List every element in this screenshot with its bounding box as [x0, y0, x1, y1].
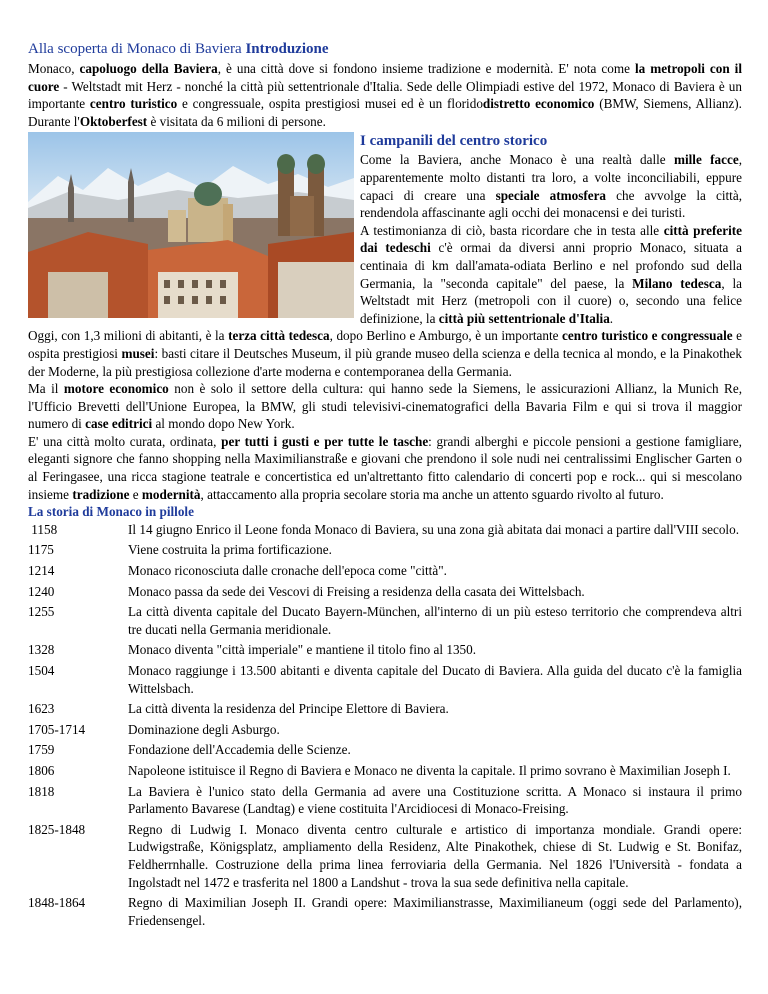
intro-bold: Oktoberfest	[79, 113, 148, 129]
timeline-year: 1825-1848	[28, 821, 86, 837]
timeline-row	[28, 700, 742, 721]
timeline-year: 1255	[28, 604, 55, 620]
motore-paragraph	[28, 380, 742, 433]
building	[168, 210, 186, 242]
tower-dome	[277, 154, 295, 174]
timeline-event: Monaco diventa "città imperiale" e mantiene il titolo fino al 1350.	[128, 642, 477, 658]
timeline-row	[28, 741, 742, 762]
timeline-body	[28, 521, 742, 932]
timeline-row	[28, 762, 742, 783]
body-text: al mondo dopo New York.	[152, 416, 295, 432]
church-dome	[194, 182, 222, 206]
facade	[48, 272, 108, 318]
timeline-year: 1214	[28, 563, 55, 579]
body-text: e	[129, 486, 142, 502]
section-heading-storia: La storia di Monaco in pillole	[28, 504, 194, 520]
timeline-event: Viene costruita la prima fortificazione.	[128, 542, 332, 558]
intro-text: e congressuale, ospita prestigiosi musei ed è un florido	[177, 96, 483, 112]
body-bold: per tutti i gusti e per tutte le tasche	[221, 433, 429, 449]
page-title	[28, 40, 742, 58]
timeline-event: Regno di Maximilian Joseph II. Grandi opere: Maximilianstrasse, Maximilianeum (oggi sede del Parlamento), Friedensengel.	[128, 895, 742, 928]
body-bold: tradizione	[72, 486, 130, 502]
spire	[128, 182, 134, 222]
timeline-year: 1504	[28, 663, 55, 678]
spire-tip	[68, 174, 74, 188]
timeline-year: 1175	[28, 542, 54, 558]
body-text: Ma il	[28, 381, 64, 397]
timeline-row	[28, 562, 742, 583]
timeline-year: 1623	[28, 701, 55, 717]
body-bold: terza città tedesca	[228, 328, 330, 344]
body-bold: centro turistico e congressuale	[562, 328, 733, 344]
body-text: , attaccamento alla propria secolare storia ma anche un attento sguardo rivolto al futuro.	[200, 486, 664, 502]
timeline-year: 1848-1864	[28, 895, 86, 911]
timeline-row	[28, 894, 742, 932]
oggi-paragraph	[28, 327, 742, 380]
body-bold: case editrici	[85, 416, 153, 432]
body-text: , dopo Berlino e Amburgo, è un importante	[329, 328, 563, 344]
body-bold: città più settentrionale d'Italia	[438, 310, 610, 326]
timeline-event: Napoleone istituisce il Regno di Baviera e Monaco ne diventa la capitale. Il primo sovrano è Maximilian Joseph I.	[128, 762, 731, 778]
body-text: che avvolge la città, rendendola affascinante agli occhi dei monacensi e dei turisti.	[360, 187, 742, 221]
intro-text: (BMW, Siemens, Allianz). Durante l'	[28, 96, 742, 129]
timeline-event: Monaco riconosciuta dalle cronache dell'epoca come "città".	[128, 563, 447, 579]
timeline-row	[28, 662, 742, 700]
intro-text: Monaco,	[28, 61, 80, 76]
body-text: : basti citare il Deutsches Museum, il più grande museo della scienza e della tecnica al mondo, e la Pinakothek der Moderne, la più prestigiosa collezione d'arte moderna e contemporanea della Germania.	[28, 345, 742, 379]
body-bold: motore economico	[63, 381, 169, 397]
timeline-event: Monaco raggiunge i 13.500 abitanti e diventa capitale del Ducato di Baviera. Alla guida del ducato c'è la famiglia Wittelsbach.	[128, 663, 742, 696]
timeline-row	[28, 821, 742, 894]
intro-bold: capoluogo della Baviera	[79, 61, 218, 76]
intro-text: - Weltstadt mit Herz - nonché la città più settentrionale d'Italia. Sede delle Olimpiadi estive del 1972, Monaco di Baviera è un importante	[28, 78, 742, 112]
body-text: E' una città molto curata, ordinata,	[28, 433, 222, 449]
timeline-year: 1818	[28, 783, 55, 799]
body-text: Come la Baviera, anche Monaco è una realtà dalle	[360, 152, 674, 168]
timeline-event: La Baviera è l'unico stato della Germania ad avere una Costituzione scritta. A Monaco si instaura il primo Parlamento Bavarese (Landtag) e viene costituita l'Arcidiocesi di Monaco-Freising.	[128, 783, 742, 817]
timeline-row	[28, 541, 742, 562]
timeline-row	[28, 721, 742, 742]
timeline-event: La città diventa la residenza del Principe Elettore di Baviera.	[128, 701, 449, 717]
body-bold: speciale atmosfera	[495, 187, 607, 203]
timeline-year: 1705-1714	[28, 721, 86, 737]
intro-text: , è una città dove si fondono insieme tradizione e modernità. E' nota come	[217, 61, 635, 76]
intro-bold: distretto economico	[482, 96, 595, 112]
timeline-row	[28, 783, 742, 821]
intro-text: è visitata da 6 milioni di persone.	[147, 113, 326, 129]
body-text: .	[609, 310, 614, 326]
timeline-event: Il 14 giugno Enrico il Leone fonda Monaco di Baviera, su una zona già abitata dai monaci a partire dall'VIII secolo.	[128, 521, 739, 537]
timeline-year: 1806	[28, 762, 55, 778]
timeline-event: Dominazione degli Asburgo.	[128, 721, 280, 737]
frauenkirche-nave	[290, 196, 314, 236]
body-text: c'è ormai da diversi anni proprio Monaco, situata a centinaia di km dall'amata-odiata Berlino e nel profondo sud della Germania, la "seconda capitale" del paese, la	[360, 240, 742, 291]
facade	[278, 262, 354, 318]
body-bold: modernità	[141, 486, 201, 502]
tower-dome	[307, 154, 325, 174]
timeline-row	[28, 603, 742, 641]
history-timeline	[28, 521, 742, 932]
timeline-year: 1759	[28, 742, 55, 758]
intro-bold: centro turistico	[89, 96, 178, 112]
timeline-event: Monaco passa da sede dei Vescovi di Freising a residenza della casata dei Wittelsbach.	[128, 583, 585, 599]
title-text: Alla scoperta di Monaco di Baviera	[28, 41, 242, 57]
munich-skyline-photo	[28, 132, 354, 318]
timeline-event: La città diventa capitale del Ducato Bayern-München, all'interno di un più esteso territorio che comprendeva altri tre ducati nella Germania meridionale.	[128, 604, 742, 637]
timeline-row	[28, 521, 742, 542]
document-page	[28, 40, 742, 932]
timeline-year: 1240	[28, 583, 55, 599]
title-bold: Introduzione	[245, 41, 329, 57]
body-text: non è solo il settore della cultura: qui hanno sede la Siemens, le assicurazioni Allianz, la Munich Re, l'Ufficio Brevetti dell'Unione Europea, la BMW, gli studi televisivi-cinematografici della Bavaria Film e qui si trova il maggior numero di	[28, 381, 742, 432]
body-text: , apparentemente molto distanti tra loro, a volte inconciliabili, eppure capaci di creare una	[360, 152, 742, 203]
body-bold: città preferite dai tedeschi	[360, 222, 742, 256]
timeline-row	[28, 641, 742, 662]
body-bold: Milano tedesca	[632, 275, 722, 291]
timeline-row	[28, 583, 742, 604]
church-tower	[223, 204, 233, 242]
section-heading-campanili: I campanili del centro storico	[360, 133, 548, 150]
spire	[68, 188, 74, 222]
skyline-illustration	[28, 132, 354, 318]
timeline-event: Regno di Ludwig I. Monaco diventa centro culturale e artistico di importanza mondiale. Grandi opere: Ludwigstraße, Königsplatz, ampliamento della Residenz, Alte Pinakothek, chiese di St. Ludwig e St. Bonifaz, Feldherrnhalle. Costruzione della prima linea ferroviaria della Germania. Nel 1826 l'Università - fondata a Ingolstadt nel 1472 e trasferita nel 1800 a Landshut - trova la sua sede definitiva nella capitale.	[128, 821, 742, 890]
timeline-event: Fondazione dell'Accademia delle Scienze.	[128, 742, 351, 758]
curata-paragraph	[28, 433, 742, 503]
body-text: Oggi, con 1,3 milioni di abitanti, è la	[28, 328, 229, 344]
intro-paragraph	[28, 60, 742, 130]
body-text: e ospita prestigiosi	[28, 328, 742, 361]
timeline-year: 1158	[28, 521, 58, 537]
timeline-year: 1328	[28, 642, 55, 658]
body-text: : grandi alberghi e piccole pensioni a gestione famigliare, eleganti signore che fanno shopping nella Maximilianstraße e giovani che prendono il sole nudi nei centralissimi Englischer Garten o al Feringasee, una ricca stagione teatrale e concertistica ed un'altrettanto fitto calendario di concerti pop e rock... qui si mescolano insieme	[28, 433, 742, 502]
body-bold: mille facce	[673, 152, 739, 168]
spire-tip	[128, 168, 134, 182]
body-text: A testimonianza di ciò, basta ricordare che in testa alle	[360, 222, 664, 238]
body-text: , la Weltstadt mit Herz (metropoli con il cuore) o, secondo una felice definizione, la	[360, 275, 742, 326]
body-bold: musei	[121, 345, 155, 361]
intro-bold: la metropoli con il cuore	[28, 61, 743, 94]
facade	[158, 272, 238, 318]
